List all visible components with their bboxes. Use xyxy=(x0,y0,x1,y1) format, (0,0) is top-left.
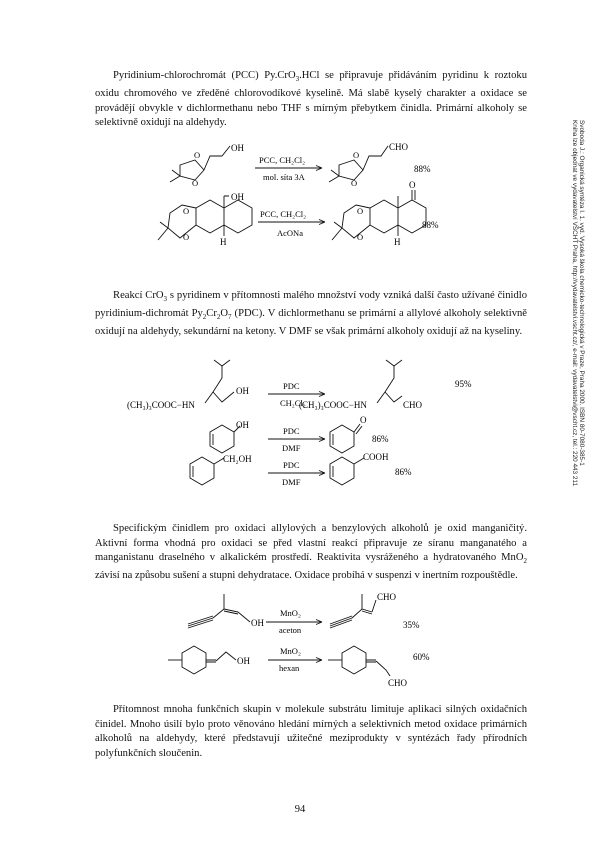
r2-yield-pdc: 86% xyxy=(372,434,389,444)
r1-oh: OH xyxy=(231,143,244,153)
sidebar-citation xyxy=(572,120,586,740)
r1-left-oh: OH xyxy=(236,386,249,396)
enyne-left xyxy=(188,616,213,628)
p2-mid3: O xyxy=(220,307,229,319)
p2-sub3: 2 xyxy=(216,312,221,321)
r1-yield: 88% xyxy=(414,164,431,174)
r2-reagent-bottom: AcONa xyxy=(277,228,303,238)
cyclohexane-ring-right xyxy=(342,646,366,674)
p2-mid2: Cr xyxy=(206,307,217,319)
p2-lead: Reakcí CrO xyxy=(113,290,164,301)
r1-yield-pdc: 95% xyxy=(455,379,472,389)
p3-lead: Specifickým činidlem pro oxidaci allylových a benzylových alkoholů je oxid manganičitý. Aktivní forma vhodná pro oxidaci se před vlastní reakcí připravuje ze síranu manganatého a manganistanu draselného v alkalickém prostředí. Reaktivita vysráženého a hydratovaného MnO xyxy=(95,523,527,564)
o-label-7: O xyxy=(357,206,364,216)
r1-reagent-top: PCC, CH₂Cl₂ xyxy=(259,155,306,165)
r2-oh-pdc: OH xyxy=(236,420,249,430)
o-label-8: O xyxy=(357,232,364,242)
r1-cho: CHO xyxy=(389,142,409,152)
r2-oh: OH xyxy=(231,192,244,202)
r3-ch2oh: CH₂OH xyxy=(223,454,252,464)
r3-cooh: COOH xyxy=(363,452,389,462)
citation-line-1: Svoboda J.: Organická syntéza I. 1. vyd. Vysoká škola chemicko-technologická v Praze, Praha 2000. ISBN 80-7080-385-1 xyxy=(578,120,585,466)
r2-h-left: H xyxy=(220,237,227,247)
o-label-6: O xyxy=(183,232,190,242)
mno2-r1-cho: CHO xyxy=(377,592,397,602)
pdc-r3-top: PDC xyxy=(283,460,300,470)
o-label-1: O xyxy=(194,150,201,160)
enyne-right xyxy=(330,616,352,628)
mno2-r2-top: MnO₂ xyxy=(280,646,301,656)
o-label-3: O xyxy=(353,150,360,160)
mno2-r2-bottom: hexan xyxy=(279,663,300,673)
p1-rest: .HCl se připravuje přidáváním pyridinu k roztoku oxidu chromového ve zředěné chlorovodíkové kyselině. Má slabě kyselý charakter a oxidace se provádějí obvykle v dichlormethanu nebo THF s mírným přebytkem činidla. Primární alkoholy se selektivně oxidují na aldehydy. xyxy=(95,70,527,129)
pdc-r2-bottom: DMF xyxy=(282,443,301,453)
r1-right-group: (CH₃)₃COOC−HN xyxy=(299,400,367,410)
paragraph-conclusion xyxy=(95,703,527,762)
p1-lead: Pyridinium-chlorochromát (PCC) Py.CrO xyxy=(113,70,296,81)
mno2-r1-bottom: aceton xyxy=(279,625,302,635)
citation-line-2: Kniha lze objednat ve vydavatelství VŠCHT Praha, http://vydavatelstvi.vscht.cz/, e-mail: vydavatelstvi@vscht.cz, tel.: 220 443 211 xyxy=(570,120,578,487)
mno2-r2-oh: OH xyxy=(237,656,250,666)
p2-sub1: 3 xyxy=(163,295,168,304)
p2-mid: s pyridinem v přítomnosti malého množství vody vzniká další často užívané činidlo pyridinium-dichromát Py xyxy=(95,290,527,319)
o-label-5: O xyxy=(183,206,190,216)
page-number: 94 xyxy=(294,804,306,815)
r2-yield: 88% xyxy=(422,220,439,230)
pdc-r2-top: PDC xyxy=(283,426,300,436)
pdc-r1-top: PDC xyxy=(283,381,300,391)
p2-rest: (PDC). V dichlormethanu se primární a allylové alkoholy selektivně oxidují na aldehydy, sekundární na ketony. V DMF se však primární alkoholy oxidují až na kyseliny. xyxy=(95,307,527,337)
o-label-4: O xyxy=(351,178,358,188)
pdc-r1-bottom: CH₂Cl₂ xyxy=(280,398,306,408)
cyclohexane-ring-left xyxy=(182,646,206,674)
p3-rest: závisí na způsobu sušení a stupni dehydratace. Oxidace probíhá v suspenzi v inertním rozpouštědle. xyxy=(95,570,518,582)
r2-o-pdc: O xyxy=(360,415,367,425)
r1-reagent-bottom: mol. síta 3A xyxy=(263,172,305,182)
mno2-r1-oh: OH xyxy=(251,618,264,628)
mno2-r1-yield: 35% xyxy=(403,620,420,630)
r3-yield-pdc: 86% xyxy=(395,467,412,477)
pdc-r3-bottom: DMF xyxy=(282,477,301,487)
o-label-2: O xyxy=(192,178,199,188)
r1-right-cho: CHO xyxy=(403,400,423,410)
r2-h-right: H xyxy=(394,237,401,247)
mno2-r2-cho: CHO xyxy=(388,678,408,688)
p3-sub1: 2 xyxy=(523,557,527,566)
p2-sub4: 7 xyxy=(228,312,232,321)
r1-left-group: (CH₃)₃COOC−HN xyxy=(127,400,195,410)
r2-ketone-o: O xyxy=(409,180,416,190)
p4-text: Přítomnost mnoha funkčních skupin v molekule substrátu limituje aplikaci silných oxidačních činidel. Mnoho úsilí bylo proto věnováno hledání mírných a selektivních metod oxidace primárních alkoholů na aldehydy, které představují užitečné meziprodukty v syntézách řady přírodních polyfunkčních sloučenin. xyxy=(95,704,527,760)
mno2-r2-yield: 60% xyxy=(413,652,430,662)
p2-sub2: 2 xyxy=(202,312,207,321)
p1-sub: 3 xyxy=(295,75,300,84)
mno2-r1-top: MnO₂ xyxy=(280,608,301,618)
r2-reagent-top: PCC, CH₂Cl₂ xyxy=(260,209,307,219)
